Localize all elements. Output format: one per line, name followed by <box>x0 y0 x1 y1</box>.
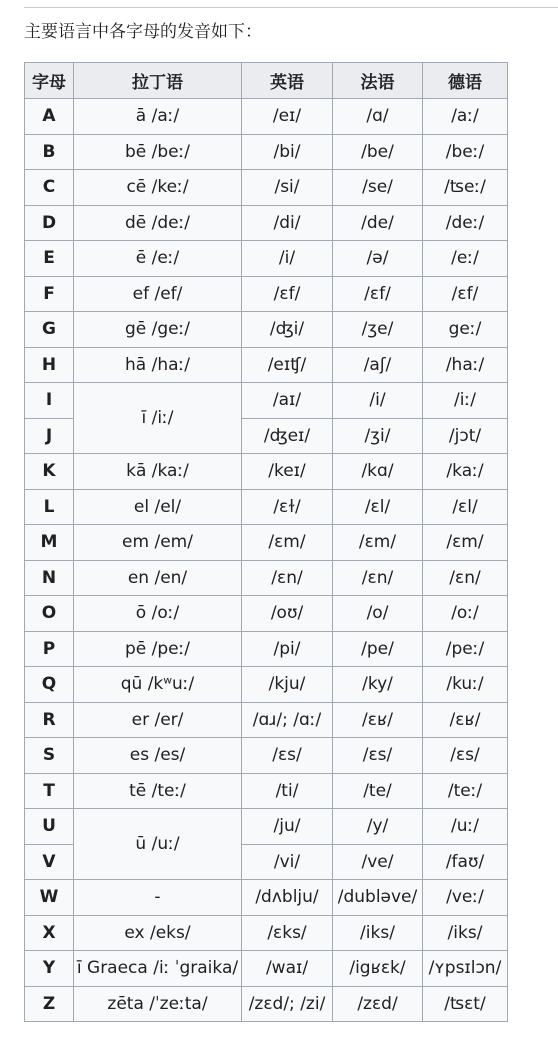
german-cell: /eː/ <box>423 241 508 277</box>
french-cell: /ə/ <box>333 241 423 277</box>
french-cell: /ɛn/ <box>333 560 423 596</box>
french-cell: /se/ <box>333 170 423 206</box>
header-latin: 拉丁语 <box>74 63 242 99</box>
german-cell: /kuː/ <box>423 667 508 703</box>
table-row <box>25 205 508 241</box>
letter-cell: Q <box>25 667 74 703</box>
table-row <box>25 738 508 774</box>
english-cell: /zɛd/; /zi/ <box>242 986 333 1022</box>
german-cell: /ʦeː/ <box>423 170 508 206</box>
table-row <box>25 880 508 916</box>
german-cell: /oː/ <box>423 596 508 632</box>
german-cell: /beː/ <box>423 134 508 170</box>
french-cell: /ʒe/ <box>333 312 423 348</box>
letter-cell: Y <box>25 951 74 987</box>
letter-cell: K <box>25 454 74 490</box>
german-cell: /ɛn/ <box>423 560 508 596</box>
french-cell: /ʒi/ <box>333 418 423 454</box>
latin-cell: tē /teː/ <box>74 773 242 809</box>
english-cell: /ɛf/ <box>242 276 333 312</box>
latin-cell: kā /kaː/ <box>74 454 242 490</box>
table-row <box>25 525 508 561</box>
alphabet-pronunciation-table <box>24 62 508 1022</box>
german-cell: /teː/ <box>423 773 508 809</box>
letter-cell: O <box>25 596 74 632</box>
latin-cell: qū /kʷuː/ <box>74 667 242 703</box>
letter-cell: I <box>25 383 74 419</box>
german-cell: /iː/ <box>423 383 508 419</box>
latin-cell: er /er/ <box>74 702 242 738</box>
french-cell: /zɛd/ <box>333 986 423 1022</box>
english-cell: /aɪ/ <box>242 383 333 419</box>
latin-cell: en /en/ <box>74 560 242 596</box>
english-cell: /keɪ/ <box>242 454 333 490</box>
english-cell: /bi/ <box>242 134 333 170</box>
french-cell: /ve/ <box>333 844 423 880</box>
english-cell: /ɛm/ <box>242 525 333 561</box>
french-cell: /aʃ/ <box>333 347 423 383</box>
letter-cell: Z <box>25 986 74 1022</box>
table-row <box>25 951 508 987</box>
letter-cell: P <box>25 631 74 667</box>
french-cell: /ɛf/ <box>333 276 423 312</box>
letter-cell: X <box>25 915 74 951</box>
french-cell: /dubləve/ <box>333 880 423 916</box>
latin-cell: ā /aː/ <box>74 99 242 135</box>
latin-cell: ī /iː/ <box>74 383 242 454</box>
letter-cell: D <box>25 205 74 241</box>
table-row <box>25 809 508 845</box>
french-cell: /ɛl/ <box>333 489 423 525</box>
letter-cell: F <box>25 276 74 312</box>
french-cell: /ky/ <box>333 667 423 703</box>
letter-cell: L <box>25 489 74 525</box>
letter-cell: J <box>25 418 74 454</box>
letter-cell: R <box>25 702 74 738</box>
german-cell: /deː/ <box>423 205 508 241</box>
german-cell: /veː/ <box>423 880 508 916</box>
german-cell: /kaː/ <box>423 454 508 490</box>
english-cell: /i/ <box>242 241 333 277</box>
german-cell: /ʏpsɪlɔn/ <box>423 951 508 987</box>
table-body <box>25 99 508 1022</box>
english-cell: /si/ <box>242 170 333 206</box>
latin-cell: ū /uː/ <box>74 809 242 880</box>
letter-cell: E <box>25 241 74 277</box>
table-row <box>25 347 508 383</box>
german-cell: /ɛs/ <box>423 738 508 774</box>
german-cell: /ɛm/ <box>423 525 508 561</box>
table-row <box>25 489 508 525</box>
latin-cell: gē /geː/ <box>74 312 242 348</box>
english-cell: /waɪ/ <box>242 951 333 987</box>
header-german: 德语 <box>423 63 508 99</box>
french-cell: /te/ <box>333 773 423 809</box>
latin-cell: dē /deː/ <box>74 205 242 241</box>
table-row <box>25 276 508 312</box>
latin-cell: bē /beː/ <box>74 134 242 170</box>
french-cell: /igʁɛk/ <box>333 951 423 987</box>
german-cell: /ɛl/ <box>423 489 508 525</box>
english-cell: /ɛs/ <box>242 738 333 774</box>
english-cell: /ɛɫ/ <box>242 489 333 525</box>
french-cell: /ɛʁ/ <box>333 702 423 738</box>
french-cell: /o/ <box>333 596 423 632</box>
table-row <box>25 986 508 1022</box>
english-cell: /eɪʧ/ <box>242 347 333 383</box>
english-cell: /ɑɹ/; /ɑː/ <box>242 702 333 738</box>
french-cell: /ɛm/ <box>333 525 423 561</box>
table-row <box>25 667 508 703</box>
latin-cell: el /el/ <box>74 489 242 525</box>
header-letter: 字母 <box>25 63 74 99</box>
german-cell: /jɔt/ <box>423 418 508 454</box>
letter-cell: S <box>25 738 74 774</box>
german-cell: /ɛʁ/ <box>423 702 508 738</box>
french-cell: /be/ <box>333 134 423 170</box>
letter-cell: U <box>25 809 74 845</box>
table-row <box>25 915 508 951</box>
latin-cell: hā /haː/ <box>74 347 242 383</box>
french-cell: /ɛs/ <box>333 738 423 774</box>
latin-cell: ī Graeca /iː ˈgraika/ <box>74 951 242 987</box>
letter-cell: C <box>25 170 74 206</box>
table-row <box>25 383 508 419</box>
english-cell: /ɛks/ <box>242 915 333 951</box>
latin-cell: ex /eks/ <box>74 915 242 951</box>
english-cell: /di/ <box>242 205 333 241</box>
header-english: 英语 <box>242 63 333 99</box>
english-cell: /pi/ <box>242 631 333 667</box>
letter-cell: V <box>25 844 74 880</box>
table-row <box>25 99 508 135</box>
english-cell: /ʤi/ <box>242 312 333 348</box>
german-cell: geː/ <box>423 312 508 348</box>
table-row <box>25 702 508 738</box>
header-row <box>25 63 508 99</box>
latin-cell: cē /keː/ <box>74 170 242 206</box>
letter-cell: A <box>25 99 74 135</box>
latin-cell: pē /peː/ <box>74 631 242 667</box>
german-cell: /peː/ <box>423 631 508 667</box>
latin-cell: es /es/ <box>74 738 242 774</box>
french-cell: /i/ <box>333 383 423 419</box>
letter-cell: W <box>25 880 74 916</box>
letter-cell: M <box>25 525 74 561</box>
english-cell: /ʤeɪ/ <box>242 418 333 454</box>
intro-text: 主要语言中各字母的发音如下： <box>24 22 262 42</box>
english-cell: /ɛn/ <box>242 560 333 596</box>
latin-cell: ef /ef/ <box>74 276 242 312</box>
german-cell: /ɛf/ <box>423 276 508 312</box>
letter-cell: H <box>25 347 74 383</box>
letter-cell: N <box>25 560 74 596</box>
english-cell: /kju/ <box>242 667 333 703</box>
table-row <box>25 560 508 596</box>
english-cell: /vi/ <box>242 844 333 880</box>
german-cell: /uː/ <box>423 809 508 845</box>
german-cell: /aː/ <box>423 99 508 135</box>
latin-cell: em /em/ <box>74 525 242 561</box>
english-cell: /ju/ <box>242 809 333 845</box>
french-cell: /de/ <box>333 205 423 241</box>
french-cell: /kɑ/ <box>333 454 423 490</box>
english-cell: /ti/ <box>242 773 333 809</box>
table-row <box>25 454 508 490</box>
english-cell: /dʌblju/ <box>242 880 333 916</box>
english-cell: /eɪ/ <box>242 99 333 135</box>
german-cell: /faʊ/ <box>423 844 508 880</box>
french-cell: /pe/ <box>333 631 423 667</box>
letter-cell: G <box>25 312 74 348</box>
french-cell: /y/ <box>333 809 423 845</box>
french-cell: /ɑ/ <box>333 99 423 135</box>
latin-cell: zēta /ˈzeːta/ <box>74 986 242 1022</box>
latin-cell: ō /oː/ <box>74 596 242 632</box>
table-row <box>25 631 508 667</box>
latin-cell: ē /eː/ <box>74 241 242 277</box>
table-row <box>25 596 508 632</box>
german-cell: /iks/ <box>423 915 508 951</box>
english-cell: /oʊ/ <box>242 596 333 632</box>
top-divider <box>24 7 558 8</box>
german-cell: /ʦɛt/ <box>423 986 508 1022</box>
table-row <box>25 241 508 277</box>
latin-cell: - <box>74 880 242 916</box>
table-row <box>25 134 508 170</box>
table-row <box>25 773 508 809</box>
letter-cell: B <box>25 134 74 170</box>
table-row <box>25 312 508 348</box>
german-cell: /haː/ <box>423 347 508 383</box>
letter-cell: T <box>25 773 74 809</box>
header-french: 法语 <box>333 63 423 99</box>
french-cell: /iks/ <box>333 915 423 951</box>
table-row <box>25 170 508 206</box>
